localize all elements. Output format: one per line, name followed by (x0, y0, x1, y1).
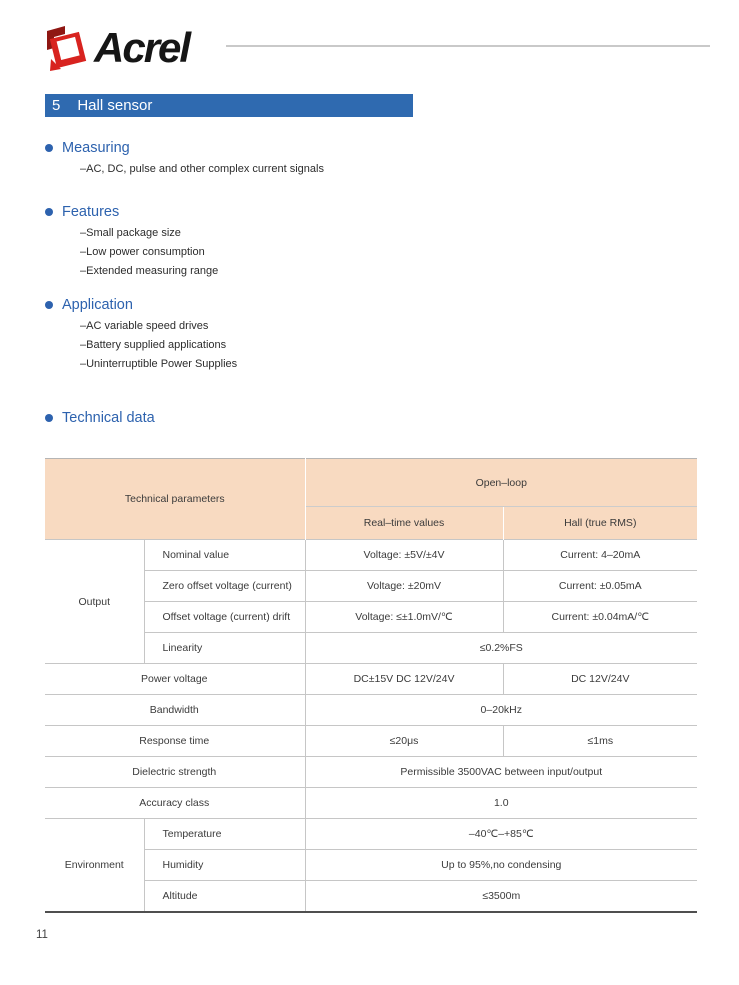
content-sections (45, 139, 665, 427)
table-row (45, 695, 697, 726)
section-item: –Small package size (80, 227, 181, 239)
value-cell: Current: 4–20mA (503, 540, 697, 571)
table-row (45, 540, 697, 571)
table-row (45, 664, 697, 695)
section-title: Technical data (62, 410, 155, 426)
param-cell: Zero offset voltage (current) (144, 571, 305, 602)
value-cell: DC 12V/24V (503, 664, 697, 695)
table-row (45, 788, 697, 819)
value-cell: –40℃–+85℃ (305, 819, 697, 850)
table-header-open-loop: Open–loop (305, 459, 697, 507)
section-title: Features (62, 204, 120, 220)
value-cell: Permissible 3500VAC between input/output (305, 757, 697, 788)
param-cell: Bandwidth (45, 695, 305, 726)
section-title: Application (62, 297, 133, 313)
value-cell: ≤0.2%FS (305, 633, 697, 664)
group-cell-output: Output (45, 540, 144, 664)
value-cell: Voltage: ±20mV (305, 571, 503, 602)
value-cell: Current: ±0.04mA/℃ (503, 602, 697, 633)
section-heading (45, 139, 665, 157)
param-cell: Temperature (144, 819, 305, 850)
value-cell: ≤20μs (305, 726, 503, 757)
param-cell: Altitude (144, 881, 305, 913)
value-cell: DC±15V DC 12V/24V (305, 664, 503, 695)
technical-data-table (45, 458, 697, 913)
param-cell: Linearity (144, 633, 305, 664)
page-number: 11 (36, 929, 48, 941)
table-row (45, 757, 697, 788)
logo-text: Acrel (94, 24, 190, 71)
section-heading (45, 203, 665, 221)
table-header-hall-true-rms: Hall (true RMS) (503, 507, 697, 540)
section-item: –Uninterruptible Power Supplies (80, 358, 238, 370)
bullet-icon (45, 414, 53, 422)
bullet-icon (45, 301, 53, 309)
bullet-icon (45, 208, 53, 216)
value-cell: Voltage: ±5V/±4V (305, 540, 503, 571)
section-item: –Battery supplied applications (80, 339, 227, 351)
section-features (45, 203, 665, 278)
value-cell: Current: ±0.05mA (503, 571, 697, 602)
section-item: –Extended measuring range (80, 265, 219, 277)
section-application (45, 296, 665, 371)
chapter-header-bar (45, 94, 413, 117)
value-cell: Up to 95%,no condensing (305, 850, 697, 881)
param-cell: Dielectric strength (45, 757, 305, 788)
section-measuring (45, 139, 665, 176)
logo (44, 24, 189, 72)
section-item: –AC variable speed drives (80, 320, 209, 332)
value-cell: ≤1ms (503, 726, 697, 757)
section-heading (45, 296, 665, 314)
table-row (45, 726, 697, 757)
param-cell: Power voltage (45, 664, 305, 695)
value-cell: ≤3500m (305, 881, 697, 913)
header-divider-line (226, 45, 710, 47)
group-cell-environment: Environment (45, 819, 144, 913)
chapter-number: 5 (52, 97, 61, 114)
table-row (45, 819, 697, 850)
section-title: Measuring (62, 140, 130, 156)
acrel-logo-icon (44, 24, 91, 72)
section-item: –Low power consumption (80, 246, 205, 258)
section-technical-data (45, 409, 665, 427)
value-cell: Voltage: ≤±1.0mV/℃ (305, 602, 503, 633)
section-item: –AC, DC, pulse and other complex current signals (80, 163, 324, 175)
param-cell: Response time (45, 726, 305, 757)
param-cell: Nominal value (144, 540, 305, 571)
param-cell: Offset voltage (current) drift (144, 602, 305, 633)
table-header-technical-parameters: Technical parameters (45, 459, 305, 540)
chapter-title: Hall sensor (77, 97, 153, 114)
table-header-real-time-values: Real–time values (305, 507, 503, 540)
param-cell: Accuracy class (45, 788, 305, 819)
section-heading (45, 409, 665, 427)
param-cell: Humidity (144, 850, 305, 881)
value-cell: 0–20kHz (305, 695, 697, 726)
bullet-icon (45, 144, 53, 152)
value-cell: 1.0 (305, 788, 697, 819)
